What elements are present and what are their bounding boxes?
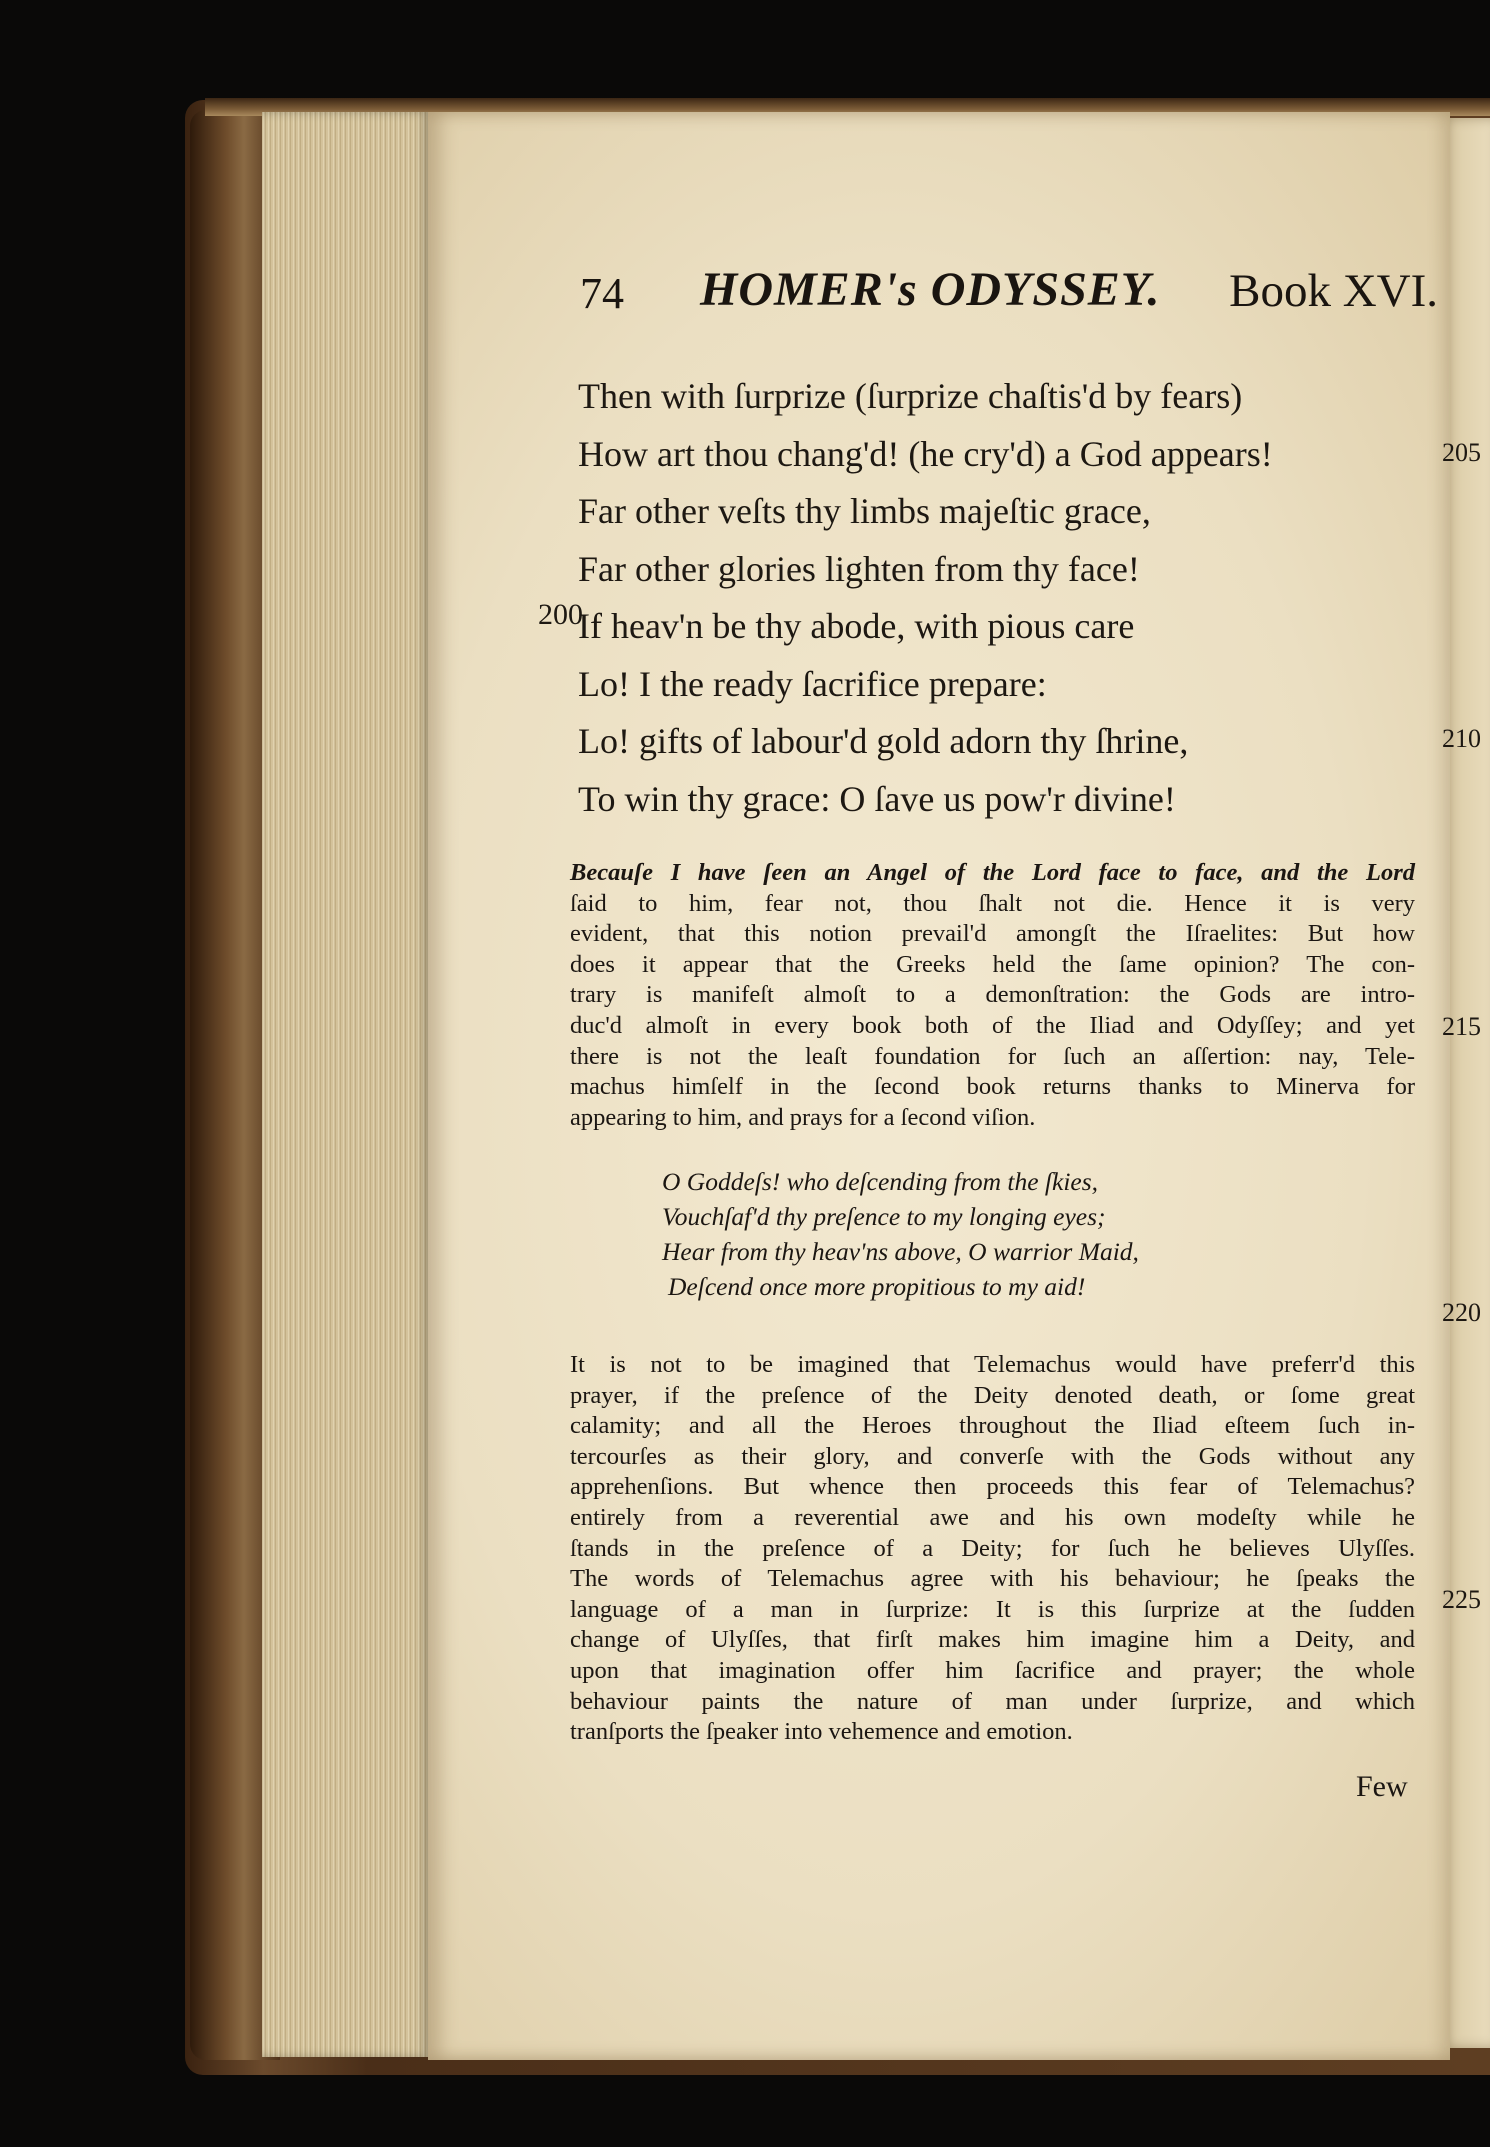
note-line: prayer, if the preſence of the Deity denoted death, or ſome great [570, 1381, 1415, 1409]
note-line: Becauſe I have ſeen an Angel of the Lord face to face, and the Lord [570, 859, 1415, 886]
line-number: 225 [1442, 1585, 1481, 1614]
quote-line: Deſcend once more propitious to my aid! [668, 1272, 1086, 1301]
footnote-paragraph-2 [570, 1350, 1415, 1748]
line-number: 205 [1442, 438, 1481, 467]
book-label: Book XVI. [1229, 265, 1438, 317]
verse-line: Far other veſts thy limbs majeſtic grace, [578, 491, 1151, 531]
note-line: entirely from a reverential awe and his own modeſty while he [570, 1503, 1415, 1531]
verse-line: To win thy grace: O ſave us pow'r divine! [578, 778, 1176, 819]
note-line: trary is manifeſt almoſt to a demonſtration: the Gods are intro- [570, 981, 1415, 1009]
note-line: duc'd almoſt in every book both of the Iliad and Odyſſey; and yet [570, 1011, 1415, 1039]
note-line: calamity; and all the Heroes throughout the Iliad eſteem ſuch in- [570, 1412, 1415, 1440]
note-line: machus himſelf in the ſecond book returns thanks to Minerva for [570, 1073, 1415, 1101]
note-line: ſaid to him, fear not, thou ſhalt not die. Hence it is very [570, 889, 1415, 917]
catchword: Few [1356, 1770, 1408, 1803]
note-line: language of a man in ſurprize: It is this ſurprize at the ſudden [570, 1595, 1415, 1623]
note-line: appearing to him, and prays for a ſecond viſion. [570, 1103, 1036, 1131]
verse-line: How art thou chang'd! (he cry'd) a God appears! [578, 433, 1273, 474]
line-number: 215 [1442, 1012, 1481, 1041]
quote-line: O Goddeſs! who deſcending from the ſkies, [662, 1167, 1099, 1196]
running-header [580, 262, 1440, 332]
note-line: tercourſes as their glory, and converſe with the Gods without any [570, 1442, 1415, 1470]
footnote-paragraph-1 [570, 858, 1415, 1133]
quote-line: Hear from thy heav'ns above, O warrior Maid, [662, 1237, 1139, 1266]
quote-line: Vouchſaf'd thy preſence to my longing eyes; [662, 1202, 1106, 1231]
page-number: 74 [580, 269, 624, 318]
margin-line-marker: 200 [538, 598, 583, 631]
note-line: change of Ulyſſes, that firſt makes him imagine him a Deity, and [570, 1626, 1415, 1654]
verse-line: Then with ſurprize (ſurprize chaſtis'd by fears) [578, 376, 1243, 416]
line-number: 220 [1442, 1298, 1481, 1327]
verse-line: If heav'n be thy abode, with pious care [578, 606, 1135, 646]
poem-verse [578, 368, 1418, 828]
note-line: ſtands in the preſence of a Deity; for ſuch he believes Ulyſſes. [570, 1534, 1415, 1562]
note-line: tranſports the ſpeaker into vehemence and emotion. [570, 1718, 1073, 1746]
verse-line: Lo! gifts of labour'd gold adorn thy ſhrine, [578, 721, 1189, 761]
note-line: It is not to be imagined that Telemachus would have preferr'd this [570, 1351, 1415, 1378]
verse-line: Far other glories lighten from thy face! [578, 548, 1140, 589]
note-line: does it appear that the Greeks held the ſame opinion? The con- [570, 950, 1415, 978]
note-line: upon that imagination offer him ſacrifice and prayer; the whole [570, 1656, 1415, 1684]
verse-line: Lo! I the ready ſacrifice prepare: [578, 663, 1047, 704]
quoted-verse [662, 1164, 1222, 1304]
note-line: apprehenſions. But whence then proceeds this fear of Telemachus? [570, 1473, 1415, 1501]
note-line: The words of Telemachus agree with his behaviour; he ſpeaks the [570, 1565, 1415, 1593]
note-line: evident, that this notion prevail'd amongſt the Iſraelites: But how [570, 920, 1415, 948]
note-line: behaviour paints the nature of man under ſurprize, and which [570, 1687, 1415, 1715]
note-line: there is not the leaſt foundation for ſuch an aſſertion: nay, Tele- [570, 1042, 1415, 1070]
page-edges [262, 112, 430, 2057]
line-number: 210 [1442, 724, 1481, 753]
running-title: HOMER's ODYSSEY. [700, 263, 1161, 316]
